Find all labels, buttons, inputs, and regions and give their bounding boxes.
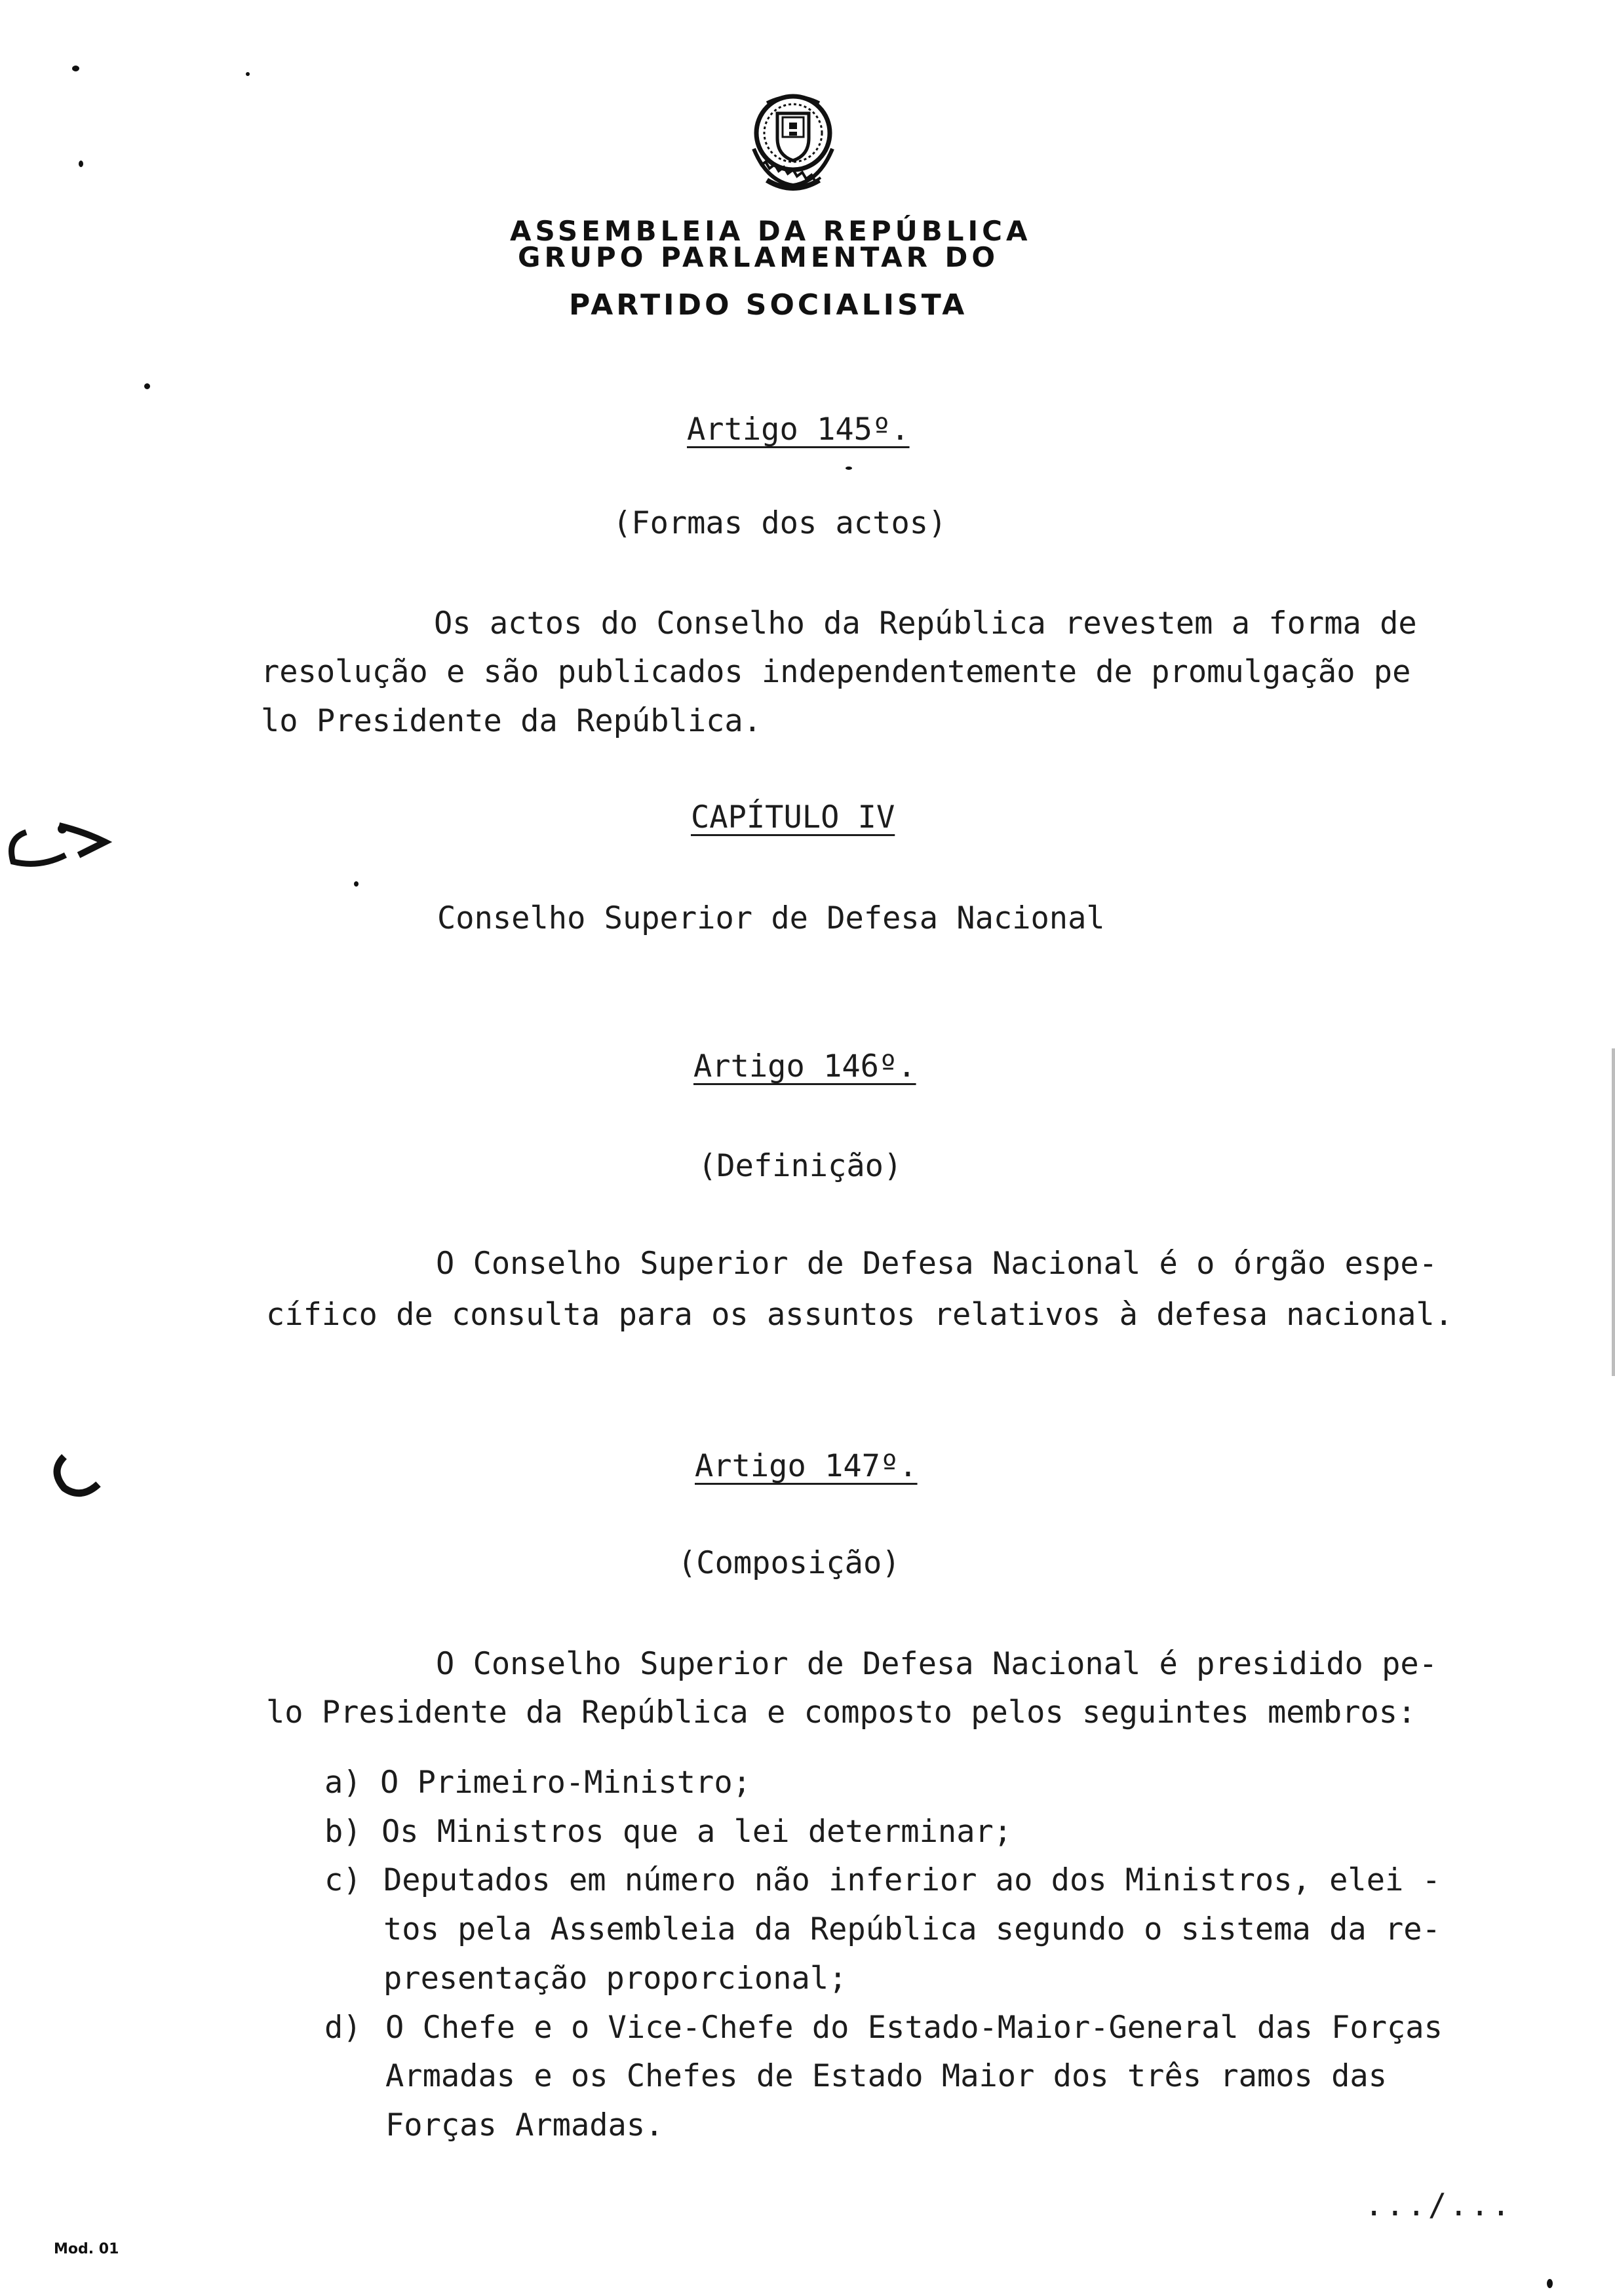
list-label-b: b) — [324, 1814, 362, 1850]
list-label-c: c) — [324, 1862, 362, 1898]
article-146-line-2: cífico de consulta para os assuntos relativos à defesa nacional. — [266, 1297, 1453, 1333]
scan-speck — [354, 881, 359, 887]
article-146-subtitle: (Definição) — [698, 1148, 903, 1184]
article-147-subtitle: (Composição) — [678, 1545, 901, 1581]
scan-speck — [72, 66, 79, 71]
binder-hole-mark-icon — [46, 1445, 105, 1504]
list-label-a: a) — [324, 1765, 362, 1801]
chapter-title: Conselho Superior de Defesa Nacional — [437, 900, 1105, 936]
article-146-line-1: O Conselho Superior de Defesa Nacional é o órgão espe- — [436, 1246, 1438, 1282]
continuation-marker: .../... — [1365, 2187, 1513, 2223]
scan-speck — [846, 467, 852, 470]
list-label-d: d) — [324, 2010, 362, 2046]
list-item-c-line-1: Deputados em número não inferior ao dos Ministros, elei - — [383, 1862, 1441, 1898]
letterhead-line-3: PARTIDO SOCIALISTA — [569, 288, 968, 322]
binder-hole-mark-icon — [0, 806, 118, 878]
scan-speck — [246, 72, 250, 76]
article-145-line-3: lo Presidente da República. — [261, 703, 762, 739]
chapter-heading: CAPÍTULO IV — [691, 799, 895, 835]
list-item-d-line-1: O Chefe e o Vice-Chefe do Estado-Maior-General das Forças — [385, 2010, 1443, 2046]
article-145-subtitle: (Formas dos actos) — [613, 505, 947, 541]
article-147-line-2: lo Presidente da República e composto pelos seguintes membros: — [266, 1694, 1416, 1731]
article-147-line-1: O Conselho Superior de Defesa Nacional é presidido pe- — [436, 1646, 1438, 1682]
list-item-d-line-2: Armadas e os Chefes de Estado Maior dos três ramos das — [385, 2058, 1388, 2094]
scan-speck — [1547, 2279, 1553, 2288]
list-item-b: Os Ministros que a lei determinar; — [381, 1814, 1013, 1850]
list-item-d-line-3: Forças Armadas. — [385, 2107, 664, 2143]
letterhead-line-2: GRUPO PARLAMENTAR DO — [518, 241, 1000, 273]
scan-edge-shadow — [1612, 1048, 1615, 1376]
article-145-line-1: Os actos do Conselho da República revestem a forma de — [434, 605, 1417, 641]
scan-speck — [79, 161, 83, 167]
portuguese-coat-of-arms-icon — [741, 88, 846, 200]
article-147-heading: Artigo 147º. — [695, 1448, 918, 1484]
article-146-heading: Artigo 146º. — [693, 1048, 916, 1084]
list-item-c-line-3: presentação proporcional; — [383, 1961, 847, 1997]
letterhead-line-1: ASSEMBLEIA DA REPÚBLICA — [510, 215, 1032, 247]
list-item-a: O Primeiro-Ministro; — [380, 1765, 751, 1801]
scan-speck — [144, 383, 150, 389]
form-code: Mod. 01 — [54, 2241, 119, 2257]
article-145-heading: Artigo 145º. — [687, 411, 910, 448]
article-145-line-2: resolução e são publicados independentemente de promulgação pe — [261, 654, 1411, 690]
list-item-c-line-2: tos pela Assembleia da República segundo o sistema da re- — [383, 1911, 1441, 1947]
